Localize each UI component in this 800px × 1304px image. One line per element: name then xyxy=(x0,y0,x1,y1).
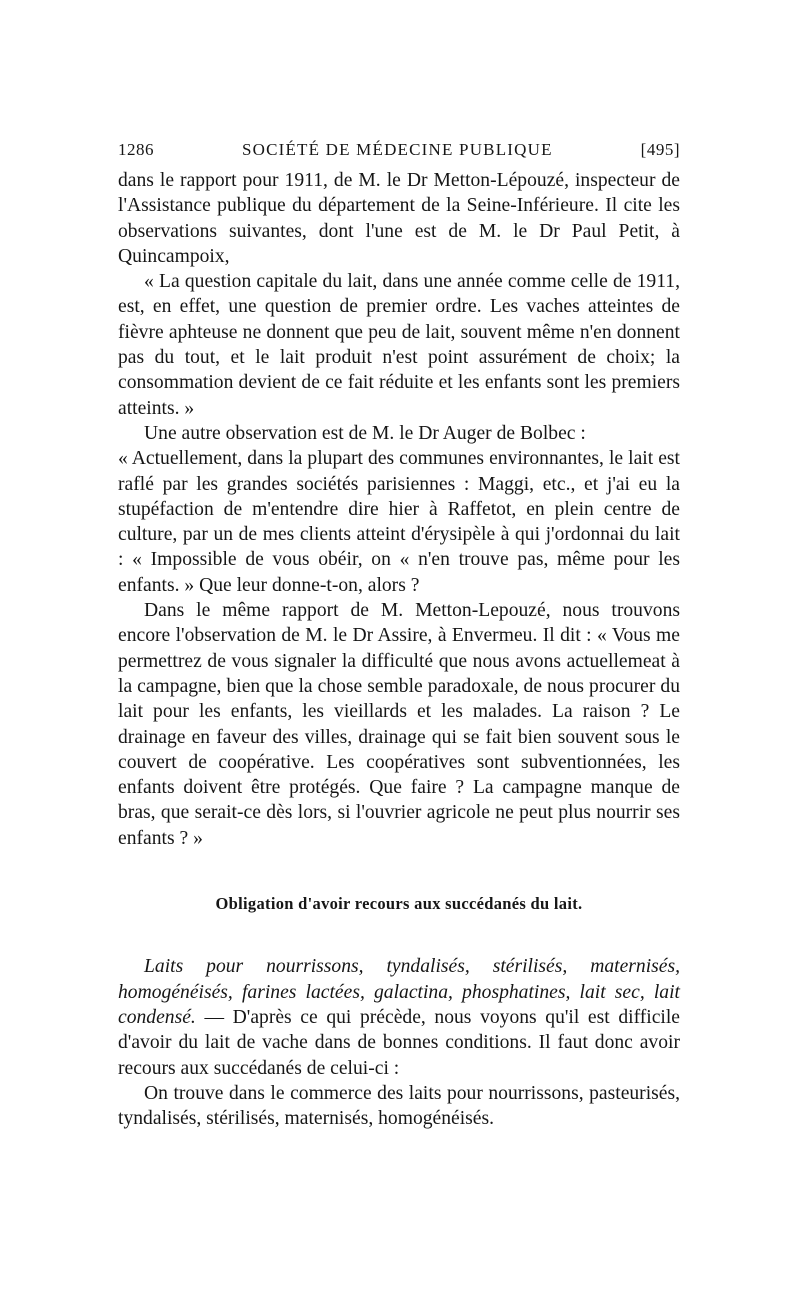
paragraph xyxy=(118,954,680,1080)
bracket-number: [495] xyxy=(640,140,680,159)
section-heading: Obligation d'avoir recours aux succédanés du lait. xyxy=(215,894,583,914)
paragraph: Dans le même rapport de M. Metton-Lepouzé, nous trouvons encore l'observation de M. le Dr Assire, à Envermeu. Il dit : « Vous me permettrez de vous signaler la difficulté que nous avons actuellemeat à la campagne, bien que la chose semble paradoxale, de nous procurer du lait pour les enfants, les vieillards et les malades. La raison ? Le drainage en faveur des villes, drainage qui se fait bien souvent sous le couvert de coopérative. Les coopératives sont subventionnées, les enfants doivent être protégés. Que faire ? La campagne manque de bras, que serait-ce dès lors, si l'ouvrier agricole ne peut plus nourrir ses enfants ? » xyxy=(118,600,680,849)
book-page xyxy=(118,140,680,1131)
paragraph: dans le rapport pour 1911, de M. le Dr Metton-Lépouzé, inspecteur de l'Assistance publique du département de la Seine-Inférieure. Il cite les observations suivantes, dont l'une est de M. le Dr Paul Petit, à Quincampoix, xyxy=(118,170,680,267)
italic-lead: Laits pour nourrissons, tyndalisés, stérilisés, maternisés, homogénéisés, farines lactées, galactina, phosphatines, lait sec, lait condensé. xyxy=(118,956,680,1028)
body-text xyxy=(118,168,680,1131)
quote-paragraph: « Actuellement, dans la plupart des communes environnantes, le lait est raflé par les grandes sociétés parisiennes : Maggi, etc., et j'ai eu la stupéfaction de m'entendre dire hier à Raffetot, en plein centre de culture, par un de mes clients atteint d'érysipèle à qui j'ordonnai du lait : « Impossible de vous obéir, on « n'en trouve pas, même pour les enfants. » Que leur donne-t-on, alors ? xyxy=(118,448,680,596)
page-number: 1286 xyxy=(118,140,154,159)
paragraph-rest: — D'après ce qui précède, nous voyons qu'il est difficile d'avoir du lait de vache dans de bonnes conditions. Il faut donc avoir recours aux succédanés de celui-ci : xyxy=(118,1006,680,1079)
paragraph: On trouve dans le commerce des laits pour nourrissons, pasteurisés, tyndalisés, stérilisés, maternisés, homogénéisés. xyxy=(118,1082,680,1130)
running-header xyxy=(118,140,680,168)
paragraph: Une autre observation est de M. le Dr Auger de Bolbec : xyxy=(144,422,586,444)
running-title: SOCIÉTÉ DE MÉDECINE PUBLIQUE xyxy=(241,140,553,159)
quote-paragraph: « La question capitale du lait, dans une année comme celle de 1911, est, en effet, une question de premier ordre. Les vaches atteintes de fièvre aphteuse ne donnent que peu de lait, souvent même n'en donnent pas du tout, et le lait produit n'est point assurément de choix; la consommation devient de ce fait réduite et les enfants sont les premiers atteints. » xyxy=(118,271,680,419)
